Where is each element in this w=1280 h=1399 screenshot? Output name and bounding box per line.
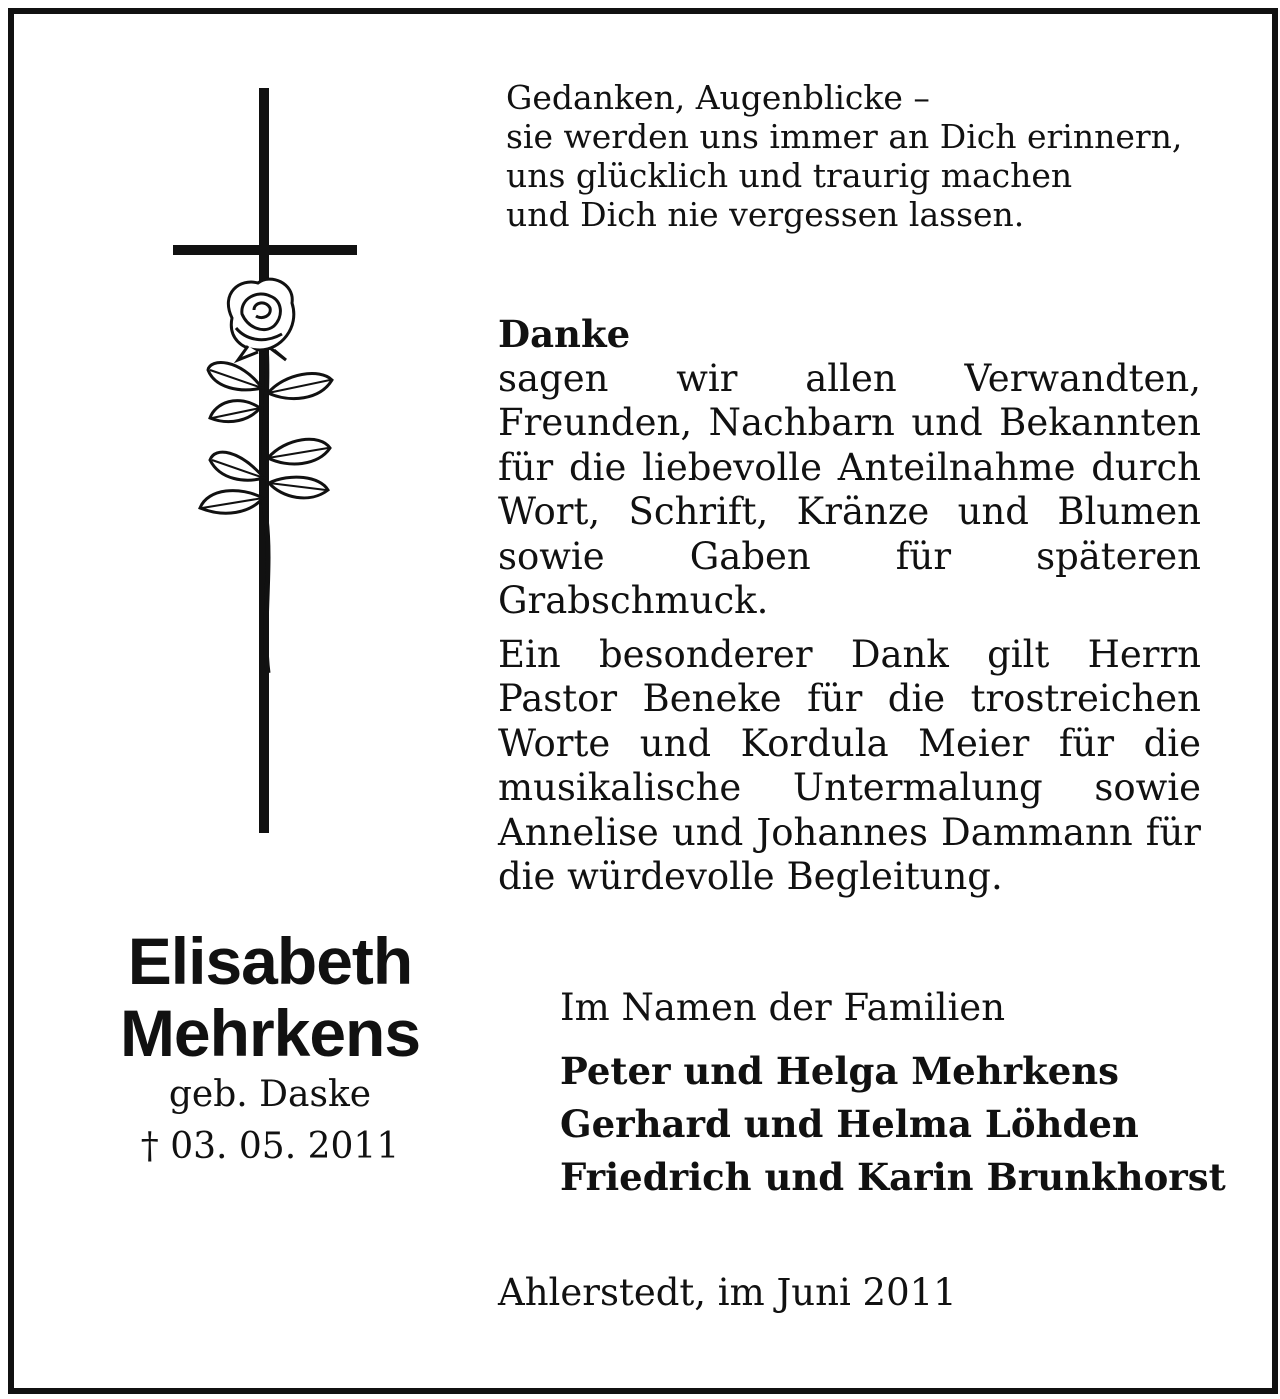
poem-line: sie werden uns immer an Dich erinnern, xyxy=(506,117,1183,156)
deceased-last-name: Mehrkens xyxy=(119,996,421,1070)
family-intro: Im Namen der Familien xyxy=(560,986,1006,1029)
family-name: Gerhard und Helma Löhden xyxy=(560,1102,1139,1146)
deceased-first-name: Elisabeth xyxy=(127,924,413,998)
poem-line: uns glücklich und traurig machen xyxy=(506,156,1073,195)
cross-icon xyxy=(170,88,370,833)
deceased-birth-name: geb. Daske xyxy=(168,1074,372,1115)
thanks-paragraph: sagen wir allen Verwandten, Freunden, Nachbarn und Bekannten für die liebevolle Anteilnahme durch Wort, Schrift, Kränze und Blumen sowie Gaben für späteren Grabschmuck. xyxy=(498,356,1201,622)
poem-line: Gedanken, Augenblicke – xyxy=(506,78,930,117)
thanks-heading: Danke xyxy=(498,312,631,356)
place-date: Ahlerstedt, im Juni 2011 xyxy=(498,1271,957,1314)
family-name: Peter und Helga Mehrkens xyxy=(560,1049,1120,1093)
deceased-block xyxy=(60,925,480,1169)
cross-with-rose xyxy=(170,88,370,833)
thanks-paragraph-special: Ein besonderer Dank gilt Herrn Pastor Beneke für die trostreichen Worte und Kordula Meier für die musikalische Untermalung sowie Annelise und Johannes Dammann für die würdevolle Begleitung. xyxy=(498,632,1201,898)
family-names xyxy=(560,1045,1240,1204)
thanks-section xyxy=(498,312,1201,900)
poem-line: und Dich nie vergessen lassen. xyxy=(506,195,1025,234)
deceased-death-date: † 03. 05. 2011 xyxy=(140,1126,400,1167)
poem xyxy=(506,78,1226,234)
family-name: Friedrich und Karin Brunkhorst xyxy=(560,1155,1226,1199)
family-block xyxy=(560,985,1240,1204)
